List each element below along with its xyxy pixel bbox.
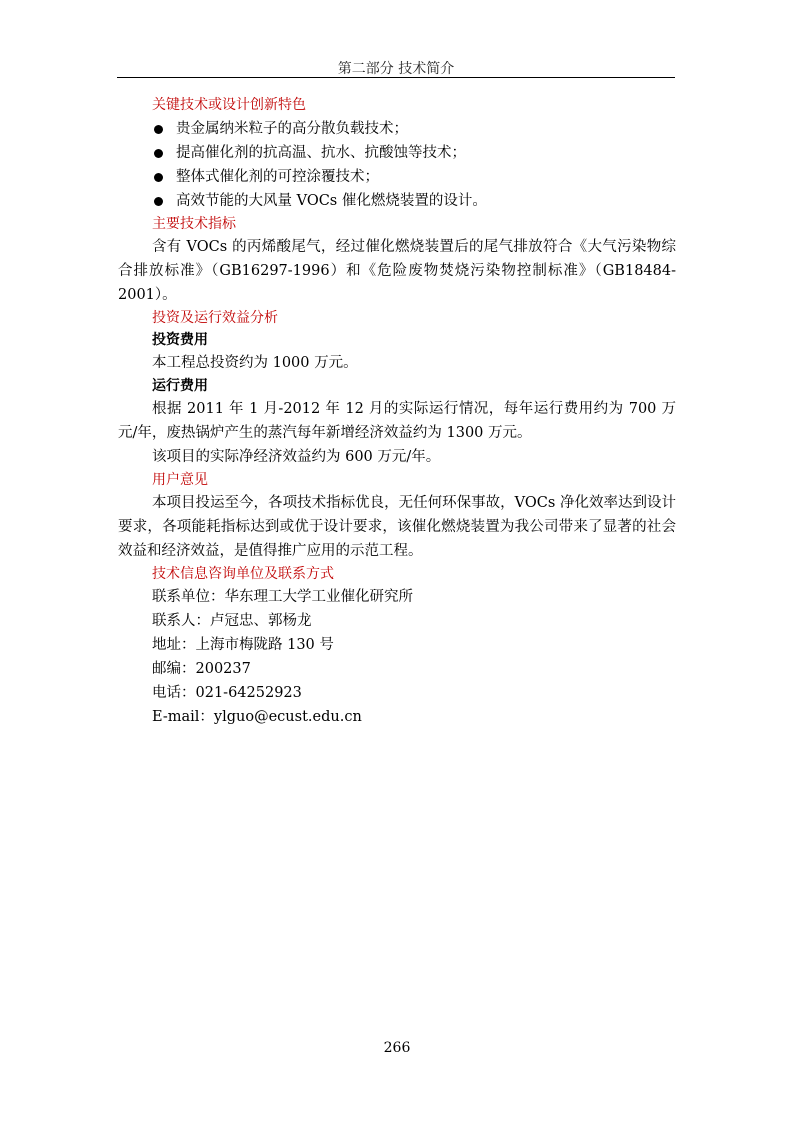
investment-heading: 投资及运行效益分析 (152, 310, 278, 326)
page-header: 第二部分 技术简介 (337, 61, 455, 77)
operation-cost-paragraph: 根据 2011 年 1 月-2012 年 12 月的实际运行情况，每年运行费用约为 700 万元/年，废热锅炉产生的蒸汽每年新增经济效益约为 1300 万元。 (118, 401, 676, 441)
contact-person: 联系人：卢冠忠、郭杨龙 (152, 613, 312, 629)
contact-email[interactable]: E-mail：ylguo@ecust.edu.cn (152, 709, 362, 725)
list-item-text: 贵金属纳米粒子的高分散负载技术； (176, 121, 408, 137)
features-heading: 关键技术或设计创新特色 (152, 97, 306, 113)
list-item-text: 整体式催化剂的可控涂覆技术； (176, 169, 379, 185)
feedback-paragraph: 本项目投运至今，各项技术指标优良，无任何环保事故，VOCs 净化效率达到设计要求，各项能耗指标达到或优于设计要求，该催化燃烧装置为我公司带来了显著的社会效益和经济效益，是值得推广应用的示范工程。 (118, 495, 676, 559)
list-item (118, 141, 676, 165)
page-content (118, 94, 676, 729)
list-item-text: 高效节能的大风量 VOCs 催化燃烧装置的设计。 (176, 193, 487, 209)
bullet-dot-icon (154, 173, 163, 182)
investment-cost-subheading: 投资费用 (152, 332, 208, 348)
header-rule (117, 77, 675, 78)
bullet-dot-icon (154, 149, 163, 158)
investment-cost-paragraph: 本工程总投资约为 1000 万元。 (152, 355, 358, 371)
indicators-paragraph: 含有 VOCs 的丙烯酸尾气，经过催化燃烧装置后的尾气排放符合《大气污染物综合排放标准》（GB16297-1996）和《危险废物焚烧污染物控制标准》（GB18484-2001）。 (118, 239, 676, 303)
bullet-dot-icon (154, 197, 163, 206)
page-number: 266 (383, 1040, 411, 1056)
list-item (118, 189, 676, 213)
features-list (118, 117, 676, 213)
list-item-text: 提高催化剂的抗高温、抗水、抗酸蚀等技术； (176, 145, 466, 161)
contact-heading: 技术信息咨询单位及联系方式 (152, 566, 334, 582)
feedback-heading: 用户意见 (152, 472, 208, 488)
bullet-dot-icon (154, 125, 163, 134)
indicators-heading: 主要技术指标 (152, 216, 236, 232)
contact-address: 地址：上海市梅陇路 130 号 (152, 637, 334, 653)
contact-unit: 联系单位：华东理工大学工业催化研究所 (152, 589, 413, 605)
list-item (118, 117, 676, 141)
contact-phone: 电话：021-64252923 (152, 685, 302, 701)
list-item (118, 165, 676, 189)
net-benefit-paragraph: 该项目的实际净经济效益约为 600 万元/年。 (152, 449, 441, 465)
operation-cost-subheading: 运行费用 (152, 378, 208, 394)
contact-postcode: 邮编：200237 (152, 661, 251, 677)
